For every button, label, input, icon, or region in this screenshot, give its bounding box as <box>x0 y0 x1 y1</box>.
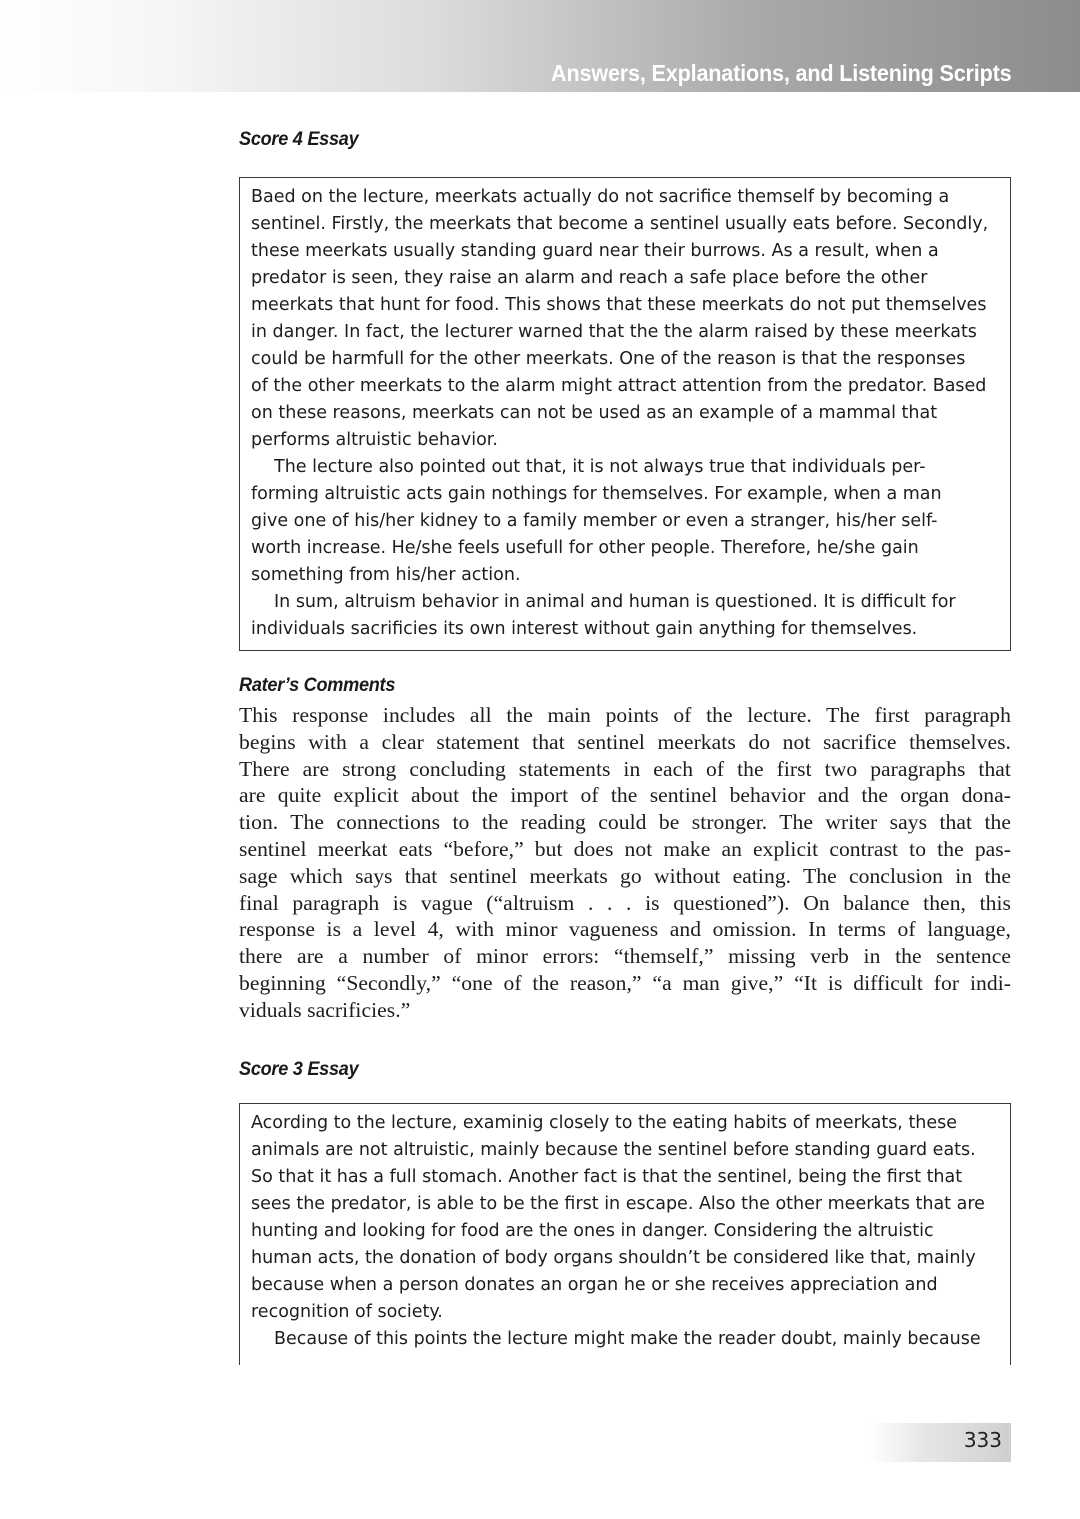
essay-line: Because of this points the lecture might make the reader doubt, mainly because <box>274 1329 981 1349</box>
essay-line: The lecture also pointed out that, it is not always true that individuals per- <box>274 457 926 477</box>
essay-line: forming altruistic acts gain nothings for themselves. For example, when a man <box>251 484 942 504</box>
essay-line: recognition of society. <box>251 1302 443 1322</box>
comment-line: viduals sacrificies.” <box>239 997 411 1022</box>
essay-line: in danger. In fact, the lecturer warned that the the alarm raised by these meerkats <box>251 322 977 342</box>
comment-line: final paragraph is vague (“altruism . . . is questioned”). On balance then, this <box>239 890 1011 915</box>
essay-line: predator is seen, they raise an alarm and reach a safe place before the other <box>251 268 928 288</box>
essay-line: So that it has a full stomach. Another fact is that the sentinel, being the first that <box>251 1167 963 1187</box>
essay-line: give one of his/her kidney to a family member or even a stranger, his/her self- <box>251 511 938 531</box>
score-3-essay-box <box>239 1103 1011 1365</box>
essay-line: human acts, the donation of body organs shouldn’t be considered like that, mainly <box>251 1248 976 1268</box>
essay-line: of the other meerkats to the alarm might attract attention from the predator. Based <box>251 376 987 396</box>
comment-line: are quite explicit about the import of the sentinel behavior and the organ dona- <box>239 783 1011 808</box>
essay-line: sees the predator, is able to be the first in escape. Also the other meerkats that are <box>251 1194 985 1214</box>
essay-line: these meerkats usually standing guard near their burrows. As a result, when a <box>251 241 939 261</box>
essay-line: worth increase. He/she feels usefull for other people. Therefore, he/she gain <box>251 538 919 558</box>
page-number: 333 <box>963 1428 1002 1452</box>
essay-line: Baed on the lecture, meerkats actually do not sacrifice themself by becoming a <box>251 187 950 207</box>
essay-line: individuals sacrificies its own interest without gain anything for themselves. <box>251 619 918 639</box>
essay-line: could be harmfull for the other meerkats. One of the reason is that the responses <box>251 349 966 369</box>
score-4-essay-box <box>239 177 1011 651</box>
comment-line: there are a number of minor errors: “themself,” missing verb in the sentence <box>239 944 1011 969</box>
comment-line: sage which says that sentinel meerkats go without eating. The conclusion in the <box>239 863 1011 888</box>
essay-line: In sum, altruism behavior in animal and human is questioned. It is difficult for <box>274 592 956 612</box>
raters-comments-heading: Rater’s Comments <box>239 674 396 696</box>
essay-line: something from his/her action. <box>251 565 521 585</box>
essay-line: meerkats that hunt for food. This shows that these meerkats do not put themselves <box>251 295 987 315</box>
essay-line: because when a person donates an organ he or she receives appreciation and <box>251 1275 938 1295</box>
essay-line: performs altruistic behavior. <box>251 430 498 450</box>
comment-line: This response includes all the main points of the lecture. The first paragraph <box>239 703 1011 727</box>
raters-comments-body <box>239 702 1011 1024</box>
essay-line: hunting and looking for food are the ones in danger. Considering the altruistic <box>251 1221 934 1241</box>
score-4-essay-heading: Score 4 Essay <box>239 128 359 150</box>
running-head: Answers, Explanations, and Listening Scripts <box>550 60 1011 86</box>
score-3-essay-heading: Score 3 Essay <box>239 1058 359 1080</box>
comment-line: begins with a clear statement that sentinel meerkats do not sacrifice themselves. <box>239 729 1011 754</box>
comment-line: beginning “Secondly,” “one of the reason,” “a man give,” “It is difficult for indi- <box>239 970 1011 995</box>
comment-line: There are strong concluding statements in each of the first two paragraphs that <box>239 756 1011 781</box>
essay-line: Acording to the lecture, examinig closely to the eating habits of meerkats, these <box>251 1113 958 1133</box>
essay-line: sentinel. Firstly, the meerkats that become a sentinel usually eats before. Secondly, <box>251 214 989 234</box>
comment-line: sentinel meerkat eats “before,” but does not make an explicit contrast to the pas- <box>239 836 1011 861</box>
comment-line: response is a level 4, with minor vagueness and omission. In terms of language, <box>239 917 1011 942</box>
comment-line: tion. The connections to the reading could be stronger. The writer says that the <box>239 810 1011 835</box>
essay-line: on these reasons, meerkats can not be used as an example of a mammal that <box>251 403 938 423</box>
essay-line: animals are not altruistic, mainly because the sentinel before standing guard eats. <box>251 1140 976 1160</box>
